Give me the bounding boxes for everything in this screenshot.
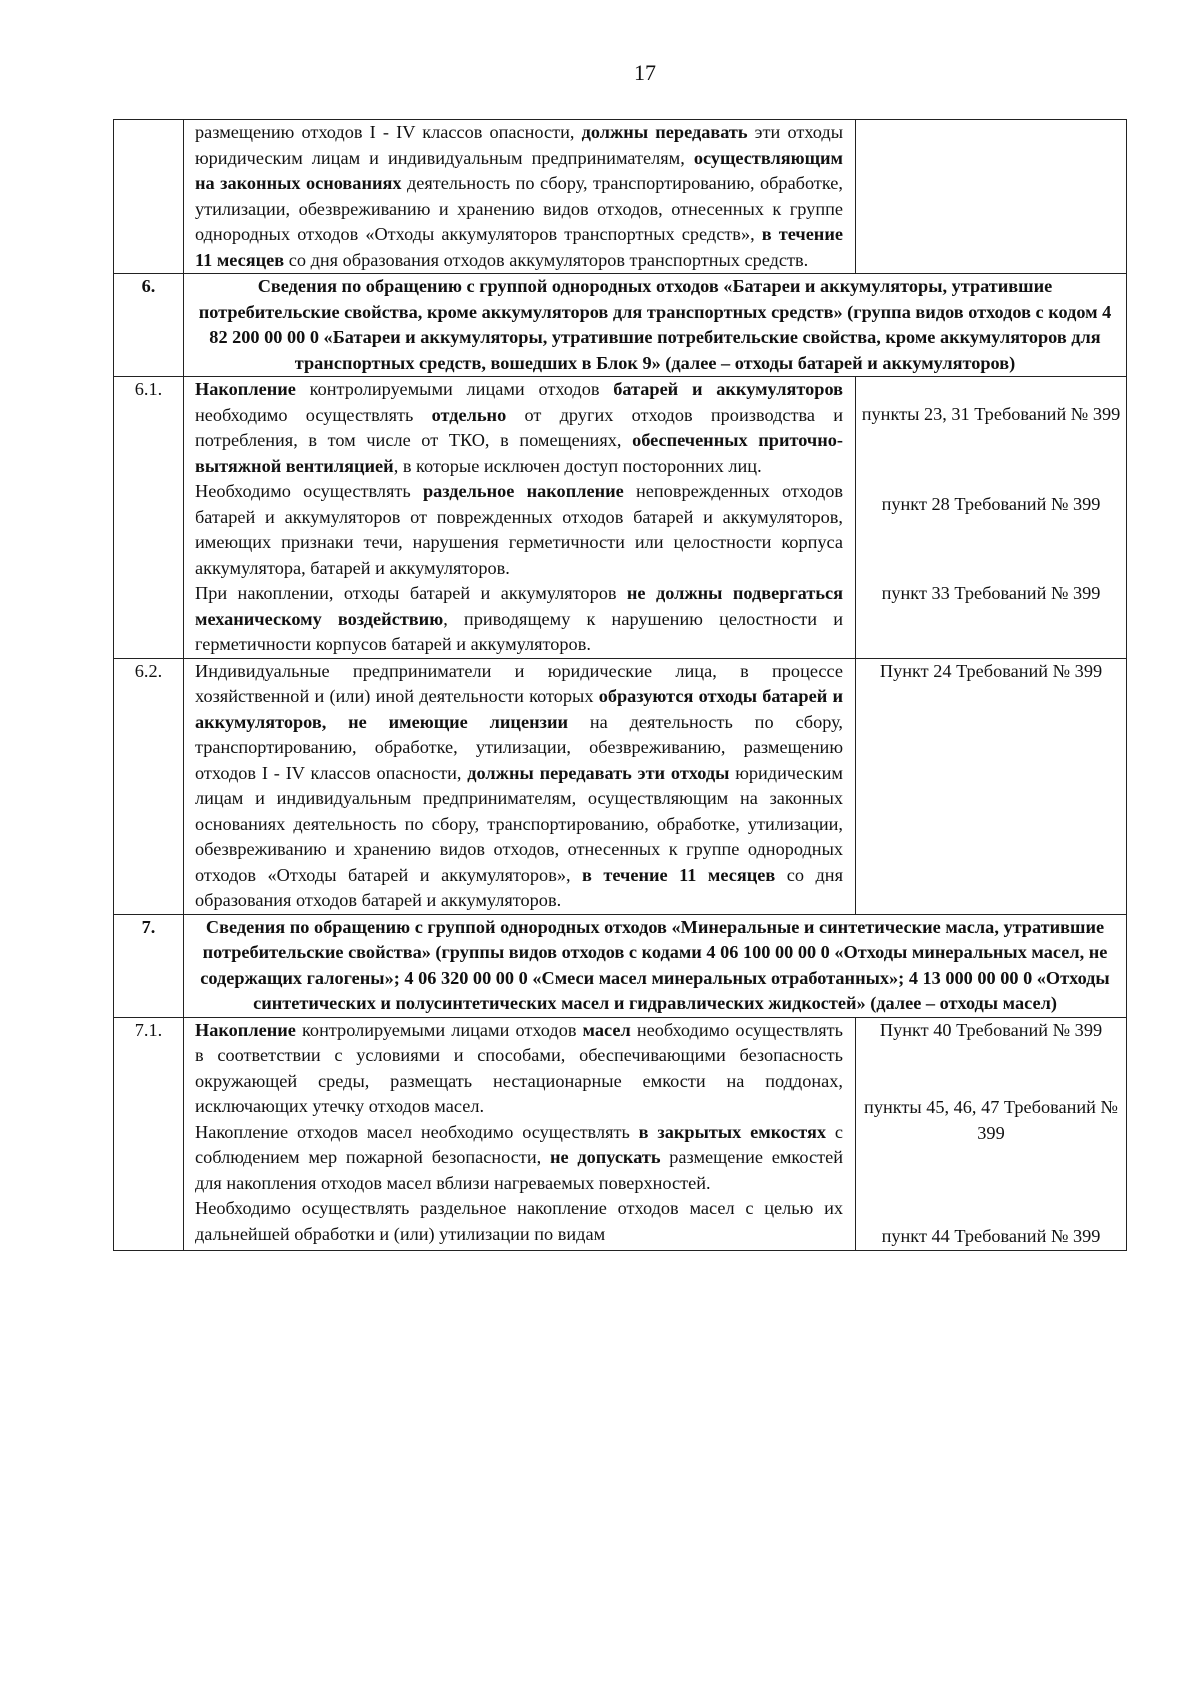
text-run: эти отходы юридическим лицам и индивидуальным предпринимателям, <box>195 122 843 168</box>
section-number: 6. <box>114 274 184 377</box>
emphasis-text: образуются отходы батарей и аккумуляторов, не имеющие лицензии <box>195 686 843 732</box>
reference-text: пункты 45, 46, 47 Требований № 399 <box>864 1097 1118 1143</box>
text-run: , приводящему к нарушению целостности и герметичности корпусов батарей и аккумуляторов. <box>195 608 843 654</box>
row-number: 7.1. <box>114 1017 184 1250</box>
reference-text: пункт 33 Требований № 399 <box>881 583 1101 603</box>
emphasis-text: отдельно <box>431 404 507 425</box>
table-row-continuation <box>114 120 1127 274</box>
text-run: размещение емкостей для накопления отходов масел вблизи нагреваемых поверхностей. <box>195 1147 843 1193</box>
table-row-6-2 <box>114 658 1127 914</box>
requirement-text <box>184 377 856 659</box>
emphasis-text: раздельное накопление <box>422 481 624 501</box>
requirement-text <box>184 120 856 274</box>
reference-cell <box>856 120 1127 274</box>
emphasis-text: Накопление <box>195 379 296 399</box>
emphasis-text: масел <box>582 1019 631 1040</box>
text-run: Накопление отходов масел необходимо осуществлять <box>195 1121 639 1142</box>
emphasis-text: не допускать <box>549 1147 661 1167</box>
requirement-paragraph <box>195 1120 843 1197</box>
reference-text: пункты 23, 31 Требований № 399 <box>861 404 1121 424</box>
emphasis-text: в течение 11 месяцев <box>195 224 843 270</box>
section-number: 7. <box>114 914 184 1017</box>
emphasis-text: обеспеченных приточно-вытяжной вентиляцией <box>195 430 843 476</box>
text-run: При накоплении, отходы батарей и аккумуляторов <box>195 583 627 603</box>
requirement-paragraph <box>195 581 843 658</box>
emphasis-text: батарей и аккумуляторов <box>613 379 843 399</box>
emphasis-text: в закрытых емкостях <box>638 1121 827 1142</box>
reference-text: Пункт 24 Требований № 399 <box>879 660 1103 681</box>
text-run: контролируемыми лицами отходов <box>295 379 614 399</box>
reference-cell <box>856 377 1127 659</box>
requirement-paragraph <box>195 1196 843 1247</box>
text-run: контролируемыми лицами отходов <box>295 1019 583 1040</box>
requirement-text <box>184 1017 856 1250</box>
text-run: необходимо осуществлять <box>195 404 432 425</box>
requirement-paragraph <box>195 479 843 581</box>
text-run: со дня образования отходов батарей и аккумуляторов. <box>195 864 843 910</box>
text-run: юридическим лицам и индивидуальным предпринимателям, осуществляющим на законных основаниях деятельность по сбору, транспортированию, обработке, утилизации, обезвреживанию и хранению видов отходов, отнесенных к группе однородных отходов «Отходы батарей и аккумуляторов», <box>195 762 844 885</box>
emphasis-text: осуществляющим на законных основаниях <box>195 147 843 193</box>
section-row-6 <box>114 274 1127 377</box>
emphasis-text: в течение 11 месяцев <box>582 864 776 885</box>
requirement-paragraph <box>195 377 843 479</box>
text-run: с соблюдением мер пожарной безопасности, <box>195 1121 843 1167</box>
table-row-6-1 <box>114 377 1127 659</box>
text-run: неповрежденных отходов батарей и аккумуляторов от поврежденных отходов батарей и аккумуляторов, имеющих признаки течи, нарушения герметичности или целостности корпуса аккумулятора, батарей и аккумуляторов. <box>195 481 843 578</box>
text-run: от других отходов производства и потребления, в том числе от ТКО, в помещениях, <box>195 404 844 450</box>
section-title: Сведения по обращению с группой однородных отходов «Батареи и аккумуляторы, утратившие потребительские свойства, кроме аккумуляторов для транспортных средств» (группа видов отходов с кодом 4 82 200 00 00 0 «Батареи и аккумуляторы, утратившие потребительские свойства, кроме аккумуляторов для транспортных средств, вошедших в Блок 9» (далее – отходы батарей и аккумуляторов) <box>184 274 1127 377</box>
text-run: Необходимо осуществлять <box>195 481 423 501</box>
row-number: 6.2. <box>114 658 184 914</box>
table-row-7-1 <box>114 1017 1127 1250</box>
emphasis-text: не должны подвергаться механическому воздействию <box>195 583 843 629</box>
page-number: 17 <box>634 60 656 85</box>
reference-cell <box>856 658 1127 914</box>
reference-text: Пункт 40 Требований № 399 <box>879 1019 1103 1040</box>
emphasis-text: должны передавать эти отходы <box>467 762 730 783</box>
text-run: деятельность по сбору, транспортированию, обработке, утилизации, обезвреживанию и хранению видов отходов, отнесенных к группе однородных отходов «Отходы аккумуляторов транспортных средств», <box>195 173 843 244</box>
text-run: размещению отходов I - IV классов опасности, <box>195 122 582 142</box>
text-run: , в которые исключен доступ посторонних лиц. <box>393 455 762 476</box>
text-run: Необходимо осуществлять раздельное накопление отходов масел с целью их дальнейшей обработки и (или) утилизации по видам <box>195 1198 843 1244</box>
emphasis-text: должны передавать <box>581 122 748 142</box>
text-run: со дня образования отходов аккумуляторов транспортных средств. <box>284 249 809 270</box>
reference-cell <box>856 1017 1127 1250</box>
section-row-7 <box>114 914 1127 1017</box>
requirements-table <box>113 119 1127 1251</box>
text-run: необходимо осуществлять в соответствии с условиями и способами, обеспечивающими безопасность окружающей среды, размещать нестационарные емкости на поддонах, исключающих утечку отходов масел. <box>195 1019 843 1116</box>
requirement-text <box>184 658 856 914</box>
emphasis-text: Накопление <box>195 1019 296 1040</box>
requirement-paragraph <box>195 659 843 914</box>
requirement-paragraph <box>195 1018 843 1120</box>
text-run: Индивидуальные предприниматели и юридические лица, в процессе хозяйственной и (или) иной деятельности которых <box>195 660 843 706</box>
row-number <box>114 120 184 274</box>
reference-text: пункт 44 Требований № 399 <box>881 1226 1101 1246</box>
text-run: на деятельность по сбору, транспортированию, обработке, утилизации, обезвреживанию, размещению отходов I - IV классов опасности, <box>195 711 843 783</box>
section-title: Сведения по обращению с группой однородных отходов «Минеральные и синтетические масла, утратившие потребительские свойства» (группы видов отходов с кодами 4 06 100 00 00 0 «Отходы минеральных масел, не содержащих галогены»; 4 06 320 00 00 0 «Смеси масел минеральных отработанных»; 4 13 000 00 00 0 «Отходы синтетических и полусинтетических масел и гидравлических жидкостей» (далее – отходы масел) <box>184 914 1127 1017</box>
reference-text: пункт 28 Требований № 399 <box>881 493 1101 514</box>
row-number: 6.1. <box>114 377 184 659</box>
requirement-paragraph <box>195 120 843 273</box>
